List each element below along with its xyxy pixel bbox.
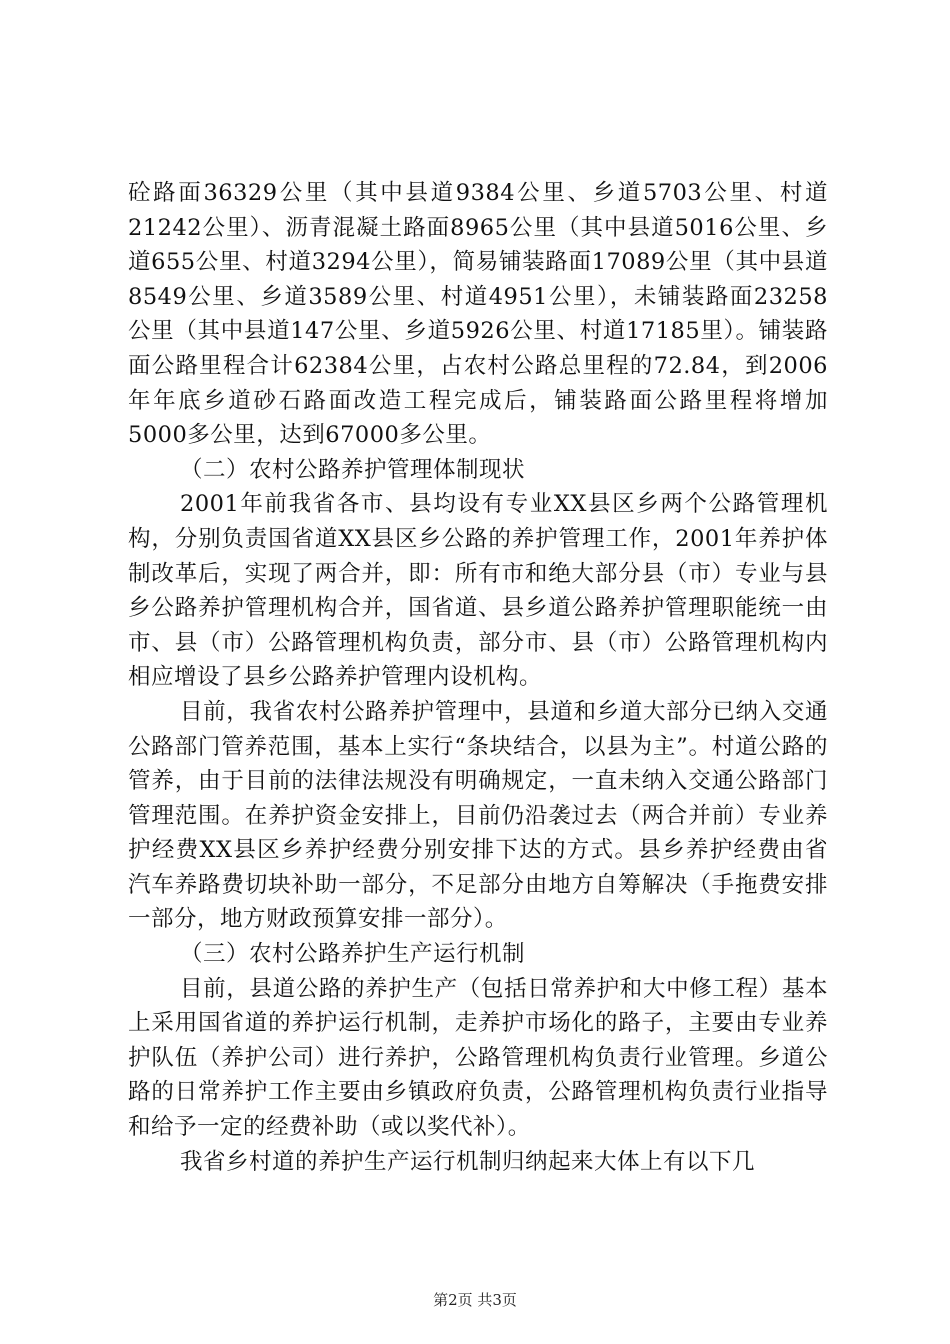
page-footer: [0, 1290, 950, 1310]
paragraph-operation-mechanism: 目前，县道公路的养护生产（包括日常养护和大中修工程）基本上采用国省道的养护运行机制，走养护市场化的路子，主要由专业养护队伍（养护公司）进行养护，公路管理机构负责行业管理。乡道公路的日常养护工作主要由乡镇政府负责，公路管理机构负责行业指导和给予一定的经费补助（或以奖代补）。: [128, 975, 828, 1141]
section-heading-2: （二）农村公路养护管理体制现状: [180, 456, 526, 483]
section-heading-3: （三）农村公路养护生产运行机制: [180, 941, 526, 968]
paragraph-management-history: 2001年前我省各市、县均设有专业XX县区乡两个公路管理机构，分别负责国省道XX县区乡公路的养护管理工作，2001年养护体制改革后，实现了两合并，即：所有市和绝大部分县（市）专业与县乡公路养护管理机构合并，国省道、县乡道公路养护管理职能统一由市、县（市）公路管理机构负责，部分市、县（市）公路管理机构内相应增设了县乡公路养护管理内设机构。: [128, 491, 828, 691]
document-body: [128, 176, 828, 1179]
paragraph-village-road-intro: 我省乡村道的养护生产运行机制归纳起来大体上有以下几: [180, 1148, 756, 1175]
paragraph-current-management: 目前，我省农村公路养护管理中，县道和乡道大部分已纳入交通公路部门管养范围，基本上实行“条块结合，以县为主”。村道公路的管养，由于目前的法律法规没有明确规定，一直未纳入交通公路部门管理范围。在养护资金安排上，目前仍沿袭过去（两合并前）专业养护经费XX县区乡养护经费分别安排下达的方式。县乡养护经费由省汽车养路费切块补助一部分，不足部分由地方自筹解决（手拖费安排一部分，地方财政预算安排一部分）。: [128, 698, 828, 933]
paragraph-continuation: 砼路面36329公里（其中县道9384公里、乡道5703公里、村道21242公里）、沥青混凝土路面8965公里（其中县道5016公里、乡道655公里、村道3294公里），简易铺装路面17089公里（其中县道8549公里、乡道3589公里、村道4951公里），未铺装路面23258公里（其中县道147公里、乡道5926公里、村道17185里）。铺装路面公路里程合计62384公里，占农村公路总里程的72.84，到2006年年底乡道砂石路面改造工程完成后，铺装路面公路里程将增加5000多公里，达到67000多公里。: [128, 180, 828, 449]
page-number-label: 第2页 共3页: [433, 1291, 517, 1309]
